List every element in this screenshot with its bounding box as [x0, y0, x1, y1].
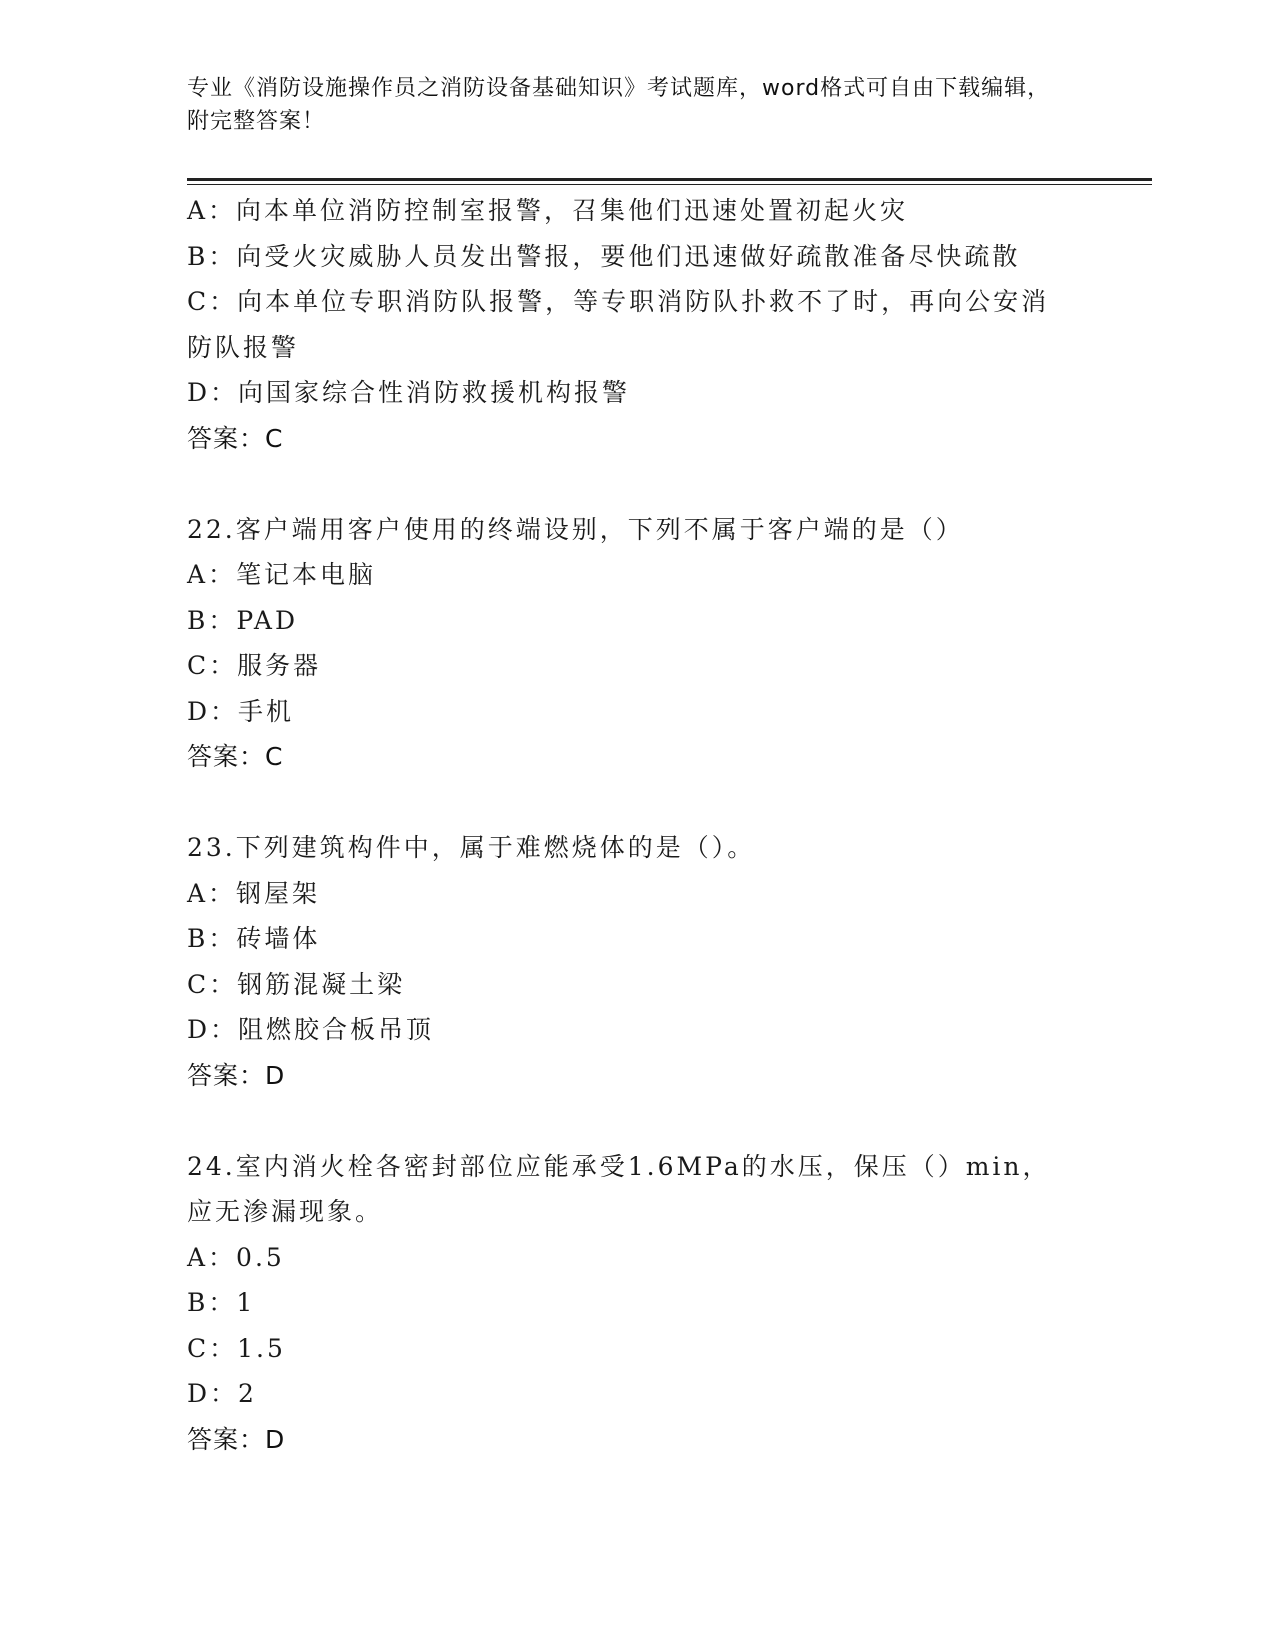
- option-b: B：PAD: [187, 605, 298, 635]
- option-b: B：1: [187, 1288, 256, 1317]
- option-d: D：2: [187, 1379, 257, 1408]
- option-b: B：向受火灾威胁人员发出警报，要他们迅速做好疏散准备尽快疏散: [187, 241, 1021, 271]
- option-a: A：笔记本电脑: [187, 560, 377, 589]
- question-block: [187, 507, 1067, 780]
- option-a: A：0.5: [187, 1242, 285, 1272]
- answer-line: 答案：C: [187, 423, 284, 453]
- option-b: B：砖墙体: [187, 924, 321, 953]
- question-block: [187, 188, 1067, 461]
- option-d: D：手机: [187, 696, 295, 726]
- option-a: A：钢屋架: [187, 878, 321, 908]
- option-d: D：向国家综合性消防救援机构报警: [187, 378, 631, 407]
- answer-line: 答案：D: [187, 1424, 286, 1454]
- option-d: D：阻燃胶合板吊顶: [187, 1015, 435, 1044]
- option-c: C：服务器: [187, 651, 322, 680]
- document-header: 专业《消防设施操作员之消防设备基础知识》考试题库，word格式可自由下载编辑，附完整答案！: [187, 76, 1051, 134]
- option-c: C：向本单位专职消防队报警，等专职消防队扑救不了时，再向公安消防队报警: [187, 287, 1050, 362]
- question-stem: 22.客户端用客户使用的终端设别，下列不属于客户端的是（）: [187, 514, 964, 544]
- option-a: A：向本单位消防控制室报警，召集他们迅速处置初起火灾: [187, 196, 909, 225]
- answer-line: 答案：C: [187, 742, 284, 771]
- question-block: [187, 825, 1067, 1098]
- question-stem: 24.室内消火栓各密封部位应能承受1.6MPa的水压，保压（）min，应无渗漏现象。: [187, 1151, 1051, 1226]
- header-divider: [187, 178, 1152, 181]
- question-stem: 23.下列建筑构件中，属于难燃烧体的是（）。: [187, 833, 756, 862]
- question-block: [187, 1144, 1067, 1463]
- option-c: C：钢筋混凝土梁: [187, 969, 406, 999]
- question-list: [187, 188, 1067, 1462]
- answer-line: 答案：D: [187, 1060, 286, 1090]
- option-c: C：1.5: [187, 1333, 286, 1363]
